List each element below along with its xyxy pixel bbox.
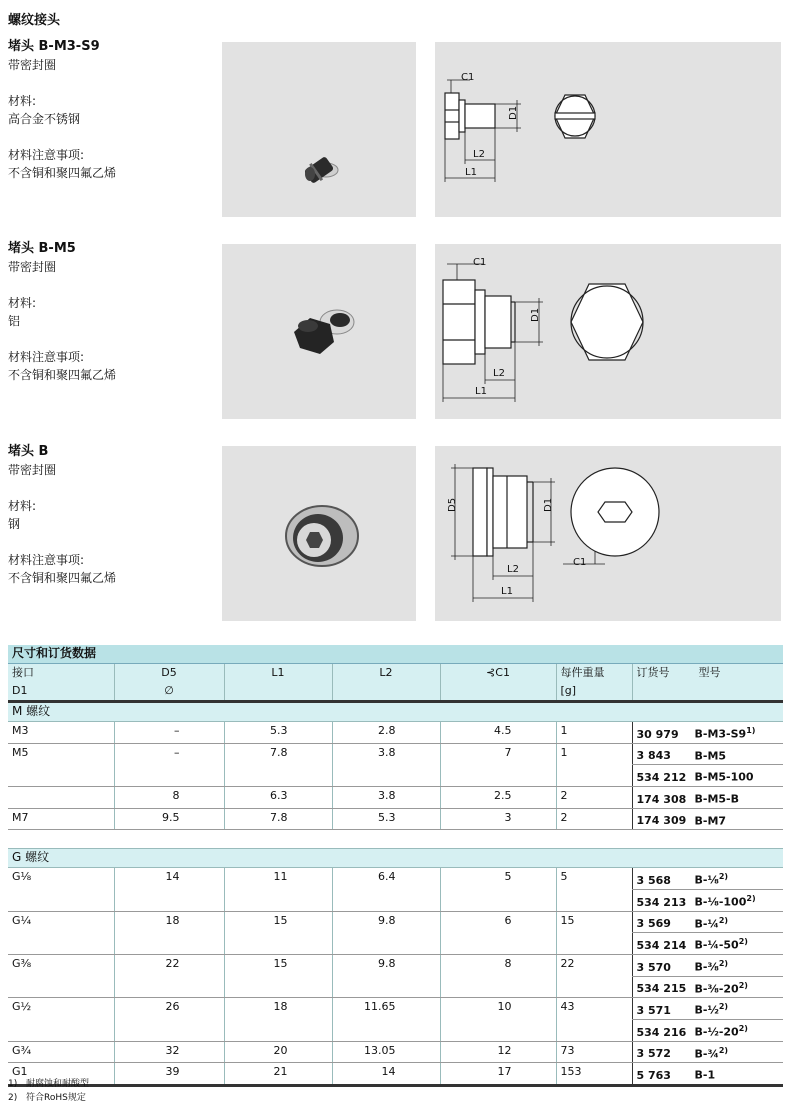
footnote-2: 2) 符合RoHS规定 [8, 1093, 86, 1103]
footnote-ref: 2) [718, 1045, 729, 1055]
cell-l1: 15 [224, 954, 332, 997]
type-code: B-M3-S9 [694, 727, 747, 741]
order-number: 3 571 [636, 1003, 671, 1017]
table-row [8, 743, 783, 765]
product-name: 堵头 B-M3-S9 [8, 39, 100, 54]
table-row [8, 786, 783, 808]
dim-l1-label: L1 [465, 167, 477, 178]
material-value: 钢 [8, 517, 21, 531]
note-label: 材料注意事项: [8, 553, 85, 567]
cell-d5: – [114, 743, 224, 786]
product-photo-b [222, 446, 416, 621]
footnote-ref: 1) [746, 726, 756, 735]
footnote-ref: 2) [746, 893, 756, 903]
dim-d5-label: D5 [447, 497, 458, 512]
dim-l2-label: L2 [493, 368, 505, 379]
type-code: B-½ [694, 1003, 719, 1017]
cell-weight: 15 [556, 911, 632, 954]
type-code: B-¼-50 [694, 938, 739, 952]
col-subheader-d1: D1 [8, 682, 114, 702]
material-label: 材料: [8, 94, 37, 108]
product-info-b-m5 [8, 240, 213, 384]
dim-d1-label: D1 [508, 105, 519, 120]
type-code: B-M5 [694, 749, 727, 763]
col-subheader-unit: [g] [556, 682, 632, 702]
table-row [8, 998, 783, 1020]
product-info-b-m3-s9 [8, 38, 213, 182]
col-header-l2: L2 [332, 664, 440, 683]
cell-l1: 6.3 [224, 786, 332, 808]
col-header-weight: 每件重量 [556, 664, 632, 683]
order-number: 5 763 [636, 1068, 671, 1082]
cell-c1: 8 [440, 954, 556, 997]
cell-order [632, 868, 783, 890]
order-number: 3 843 [636, 749, 671, 763]
cell-d5: 26 [114, 998, 224, 1041]
note-value: 不含铜和聚四氟乙烯 [8, 571, 117, 585]
cell-d5: 18 [114, 911, 224, 954]
cell-l2: 3.8 [332, 786, 440, 808]
note-value: 不含铜和聚四氟乙烯 [8, 368, 117, 382]
cell-port: G⅛ [8, 868, 114, 911]
table-row [8, 808, 783, 830]
dim-d1-label: D1 [543, 497, 554, 512]
type-code: B-½-20 [694, 1025, 739, 1039]
drawing-b-m3-s9 [435, 42, 781, 217]
cell-weight: 1 [556, 722, 632, 744]
cell-weight: 2 [556, 808, 632, 830]
cell-d5: 9.5 [114, 808, 224, 830]
cell-l1: 15 [224, 911, 332, 954]
cell-l1: 18 [224, 998, 332, 1041]
cell-l2: 13.05 [332, 1041, 440, 1063]
cell-port: M5 [8, 743, 114, 786]
cell-d5: – [114, 722, 224, 744]
section-title: M 螺纹 [8, 702, 783, 722]
product-desc: 带密封圈 [8, 463, 57, 477]
cell-port: G½ [8, 998, 114, 1041]
product-desc: 带密封圈 [8, 58, 57, 72]
product-desc: 带密封圈 [8, 260, 57, 274]
cell-l1: 5.3 [224, 722, 332, 744]
cell-l2: 11.65 [332, 998, 440, 1041]
col-header-l1: L1 [224, 664, 332, 683]
type-code: B-M5-B [694, 792, 739, 806]
table-row [8, 1063, 783, 1086]
cell-weight: 43 [556, 998, 632, 1041]
cell-d5: 8 [114, 786, 224, 808]
order-number: 534 212 [636, 770, 687, 784]
cell-l1: 7.8 [224, 743, 332, 786]
order-number: 3 569 [636, 917, 671, 931]
drawing-b-m5 [435, 244, 781, 419]
order-number: 3 572 [636, 1047, 671, 1061]
footnote-1: 1) 耐腐蚀和耐酸型 [8, 1079, 90, 1089]
footnote-ref: 2) [718, 1002, 729, 1012]
material-value: 高合金不锈钢 [8, 112, 81, 126]
dim-l1-label: L1 [501, 586, 513, 597]
cell-order [632, 889, 783, 911]
dim-d1-label: D1 [530, 307, 541, 322]
cell-port: M3 [8, 722, 114, 744]
product-photo-b-m3-s9 [222, 42, 416, 217]
cell-c1: 4.5 [440, 722, 556, 744]
cell-port: G¾ [8, 1041, 114, 1063]
type-code: B-M5-100 [694, 770, 754, 784]
footnote-ref: 2) [718, 958, 729, 968]
order-number: 3 570 [636, 960, 671, 974]
cell-order [632, 786, 783, 808]
order-number: 534 216 [636, 1025, 687, 1039]
cell-port [8, 786, 114, 808]
type-code: B-⅜-20 [694, 982, 739, 996]
cell-c1: 17 [440, 1063, 556, 1086]
table-row [8, 722, 783, 744]
cell-port: M7 [8, 808, 114, 830]
footnote-ref: 2) [738, 980, 748, 990]
cell-order [632, 1063, 783, 1086]
drawing-b [435, 446, 781, 621]
product-name: 堵头 B-M5 [8, 241, 76, 256]
cell-port: G⅜ [8, 954, 114, 997]
material-label: 材料: [8, 499, 37, 513]
cell-l2: 14 [332, 1063, 440, 1086]
type-code: B-⅜ [694, 960, 719, 974]
cell-weight: 73 [556, 1041, 632, 1063]
type-code: B-⅛-100 [694, 895, 747, 909]
order-number: 174 309 [636, 814, 687, 828]
order-number: 534 214 [636, 938, 687, 952]
cell-c1: 3 [440, 808, 556, 830]
cell-d5: 39 [114, 1063, 224, 1086]
cell-l1: 21 [224, 1063, 332, 1086]
footnotes [8, 1077, 89, 1105]
cell-order [632, 933, 783, 955]
cell-d5: 22 [114, 954, 224, 997]
order-number: 30 979 [636, 727, 679, 741]
cell-l2: 2.8 [332, 722, 440, 744]
cell-order [632, 911, 783, 933]
dim-c1-label: C1 [461, 72, 475, 83]
cell-l2: 9.8 [332, 911, 440, 954]
dim-l1-label: L1 [475, 386, 487, 397]
cell-l2: 3.8 [332, 743, 440, 786]
cell-order [632, 722, 783, 744]
col-header-port: 接口 [8, 664, 114, 683]
note-label: 材料注意事项: [8, 148, 85, 162]
cell-l1: 11 [224, 868, 332, 911]
cell-l1: 7.8 [224, 808, 332, 830]
table-row [8, 954, 783, 976]
product-name: 堵头 B [8, 444, 49, 459]
type-code: B-⅛ [694, 873, 719, 887]
cell-c1: 12 [440, 1041, 556, 1063]
cell-order [632, 1041, 783, 1063]
cell-order [632, 765, 783, 787]
section-title: G 螺纹 [8, 849, 783, 868]
col-subheader-diameter: ∅ [114, 682, 224, 702]
order-number: 174 308 [636, 792, 687, 806]
order-number: 534 213 [636, 895, 687, 909]
cell-order [632, 976, 783, 998]
cell-l1: 20 [224, 1041, 332, 1063]
cell-weight: 5 [556, 868, 632, 911]
cell-weight: 153 [556, 1063, 632, 1086]
type-code: B-¼ [694, 917, 719, 931]
type-code: B-M7 [694, 814, 727, 828]
dim-l2-label: L2 [473, 149, 485, 160]
table-row [8, 911, 783, 933]
table-row [8, 1041, 783, 1063]
cell-d5: 32 [114, 1041, 224, 1063]
col-header-d5: D5 [114, 664, 224, 683]
cell-c1: 7 [440, 743, 556, 786]
cell-order [632, 998, 783, 1020]
cell-order [632, 954, 783, 976]
cell-port: G1 [8, 1063, 114, 1086]
product-info-b [8, 443, 213, 587]
cell-port: G¼ [8, 911, 114, 954]
note-value: 不含铜和聚四氟乙烯 [8, 166, 117, 180]
page-title: 螺纹接头 [8, 13, 61, 28]
cell-l2: 5.3 [332, 808, 440, 830]
product-photo-b-m5 [222, 244, 416, 419]
dimension-order-table [8, 645, 783, 1105]
note-label: 材料注意事项: [8, 350, 85, 364]
order-number: 3 568 [636, 873, 671, 887]
footnote-ref: 2) [718, 915, 729, 925]
footnote-ref: 2) [718, 872, 729, 882]
cell-c1: 6 [440, 911, 556, 954]
cell-l2: 9.8 [332, 954, 440, 997]
cell-order [632, 743, 783, 765]
cell-weight: 22 [556, 954, 632, 997]
col-header-c1: ⊰C1 [440, 664, 556, 683]
dim-c1-label: C1 [473, 257, 487, 268]
table-row [8, 868, 783, 890]
cell-order [632, 1019, 783, 1041]
cell-weight: 2 [556, 786, 632, 808]
cell-order [632, 808, 783, 830]
cell-c1: 10 [440, 998, 556, 1041]
material-value: 铝 [8, 314, 21, 328]
cell-c1: 5 [440, 868, 556, 911]
type-code: B-¾ [694, 1047, 719, 1061]
dim-c1-label: C1 [573, 557, 587, 568]
order-number: 534 215 [636, 982, 687, 996]
footnote-ref: 2) [738, 1023, 748, 1033]
footnote-ref: 2) [738, 937, 748, 947]
cell-l2: 6.4 [332, 868, 440, 911]
cell-d5: 14 [114, 868, 224, 911]
cell-weight: 1 [556, 743, 632, 786]
material-label: 材料: [8, 296, 37, 310]
cell-c1: 2.5 [440, 786, 556, 808]
table-caption: 尺寸和订货数据 [8, 645, 783, 664]
type-code: B-1 [694, 1068, 716, 1082]
col-header-order: 订货号 型号 [632, 664, 783, 683]
dim-l2-label: L2 [507, 564, 519, 575]
